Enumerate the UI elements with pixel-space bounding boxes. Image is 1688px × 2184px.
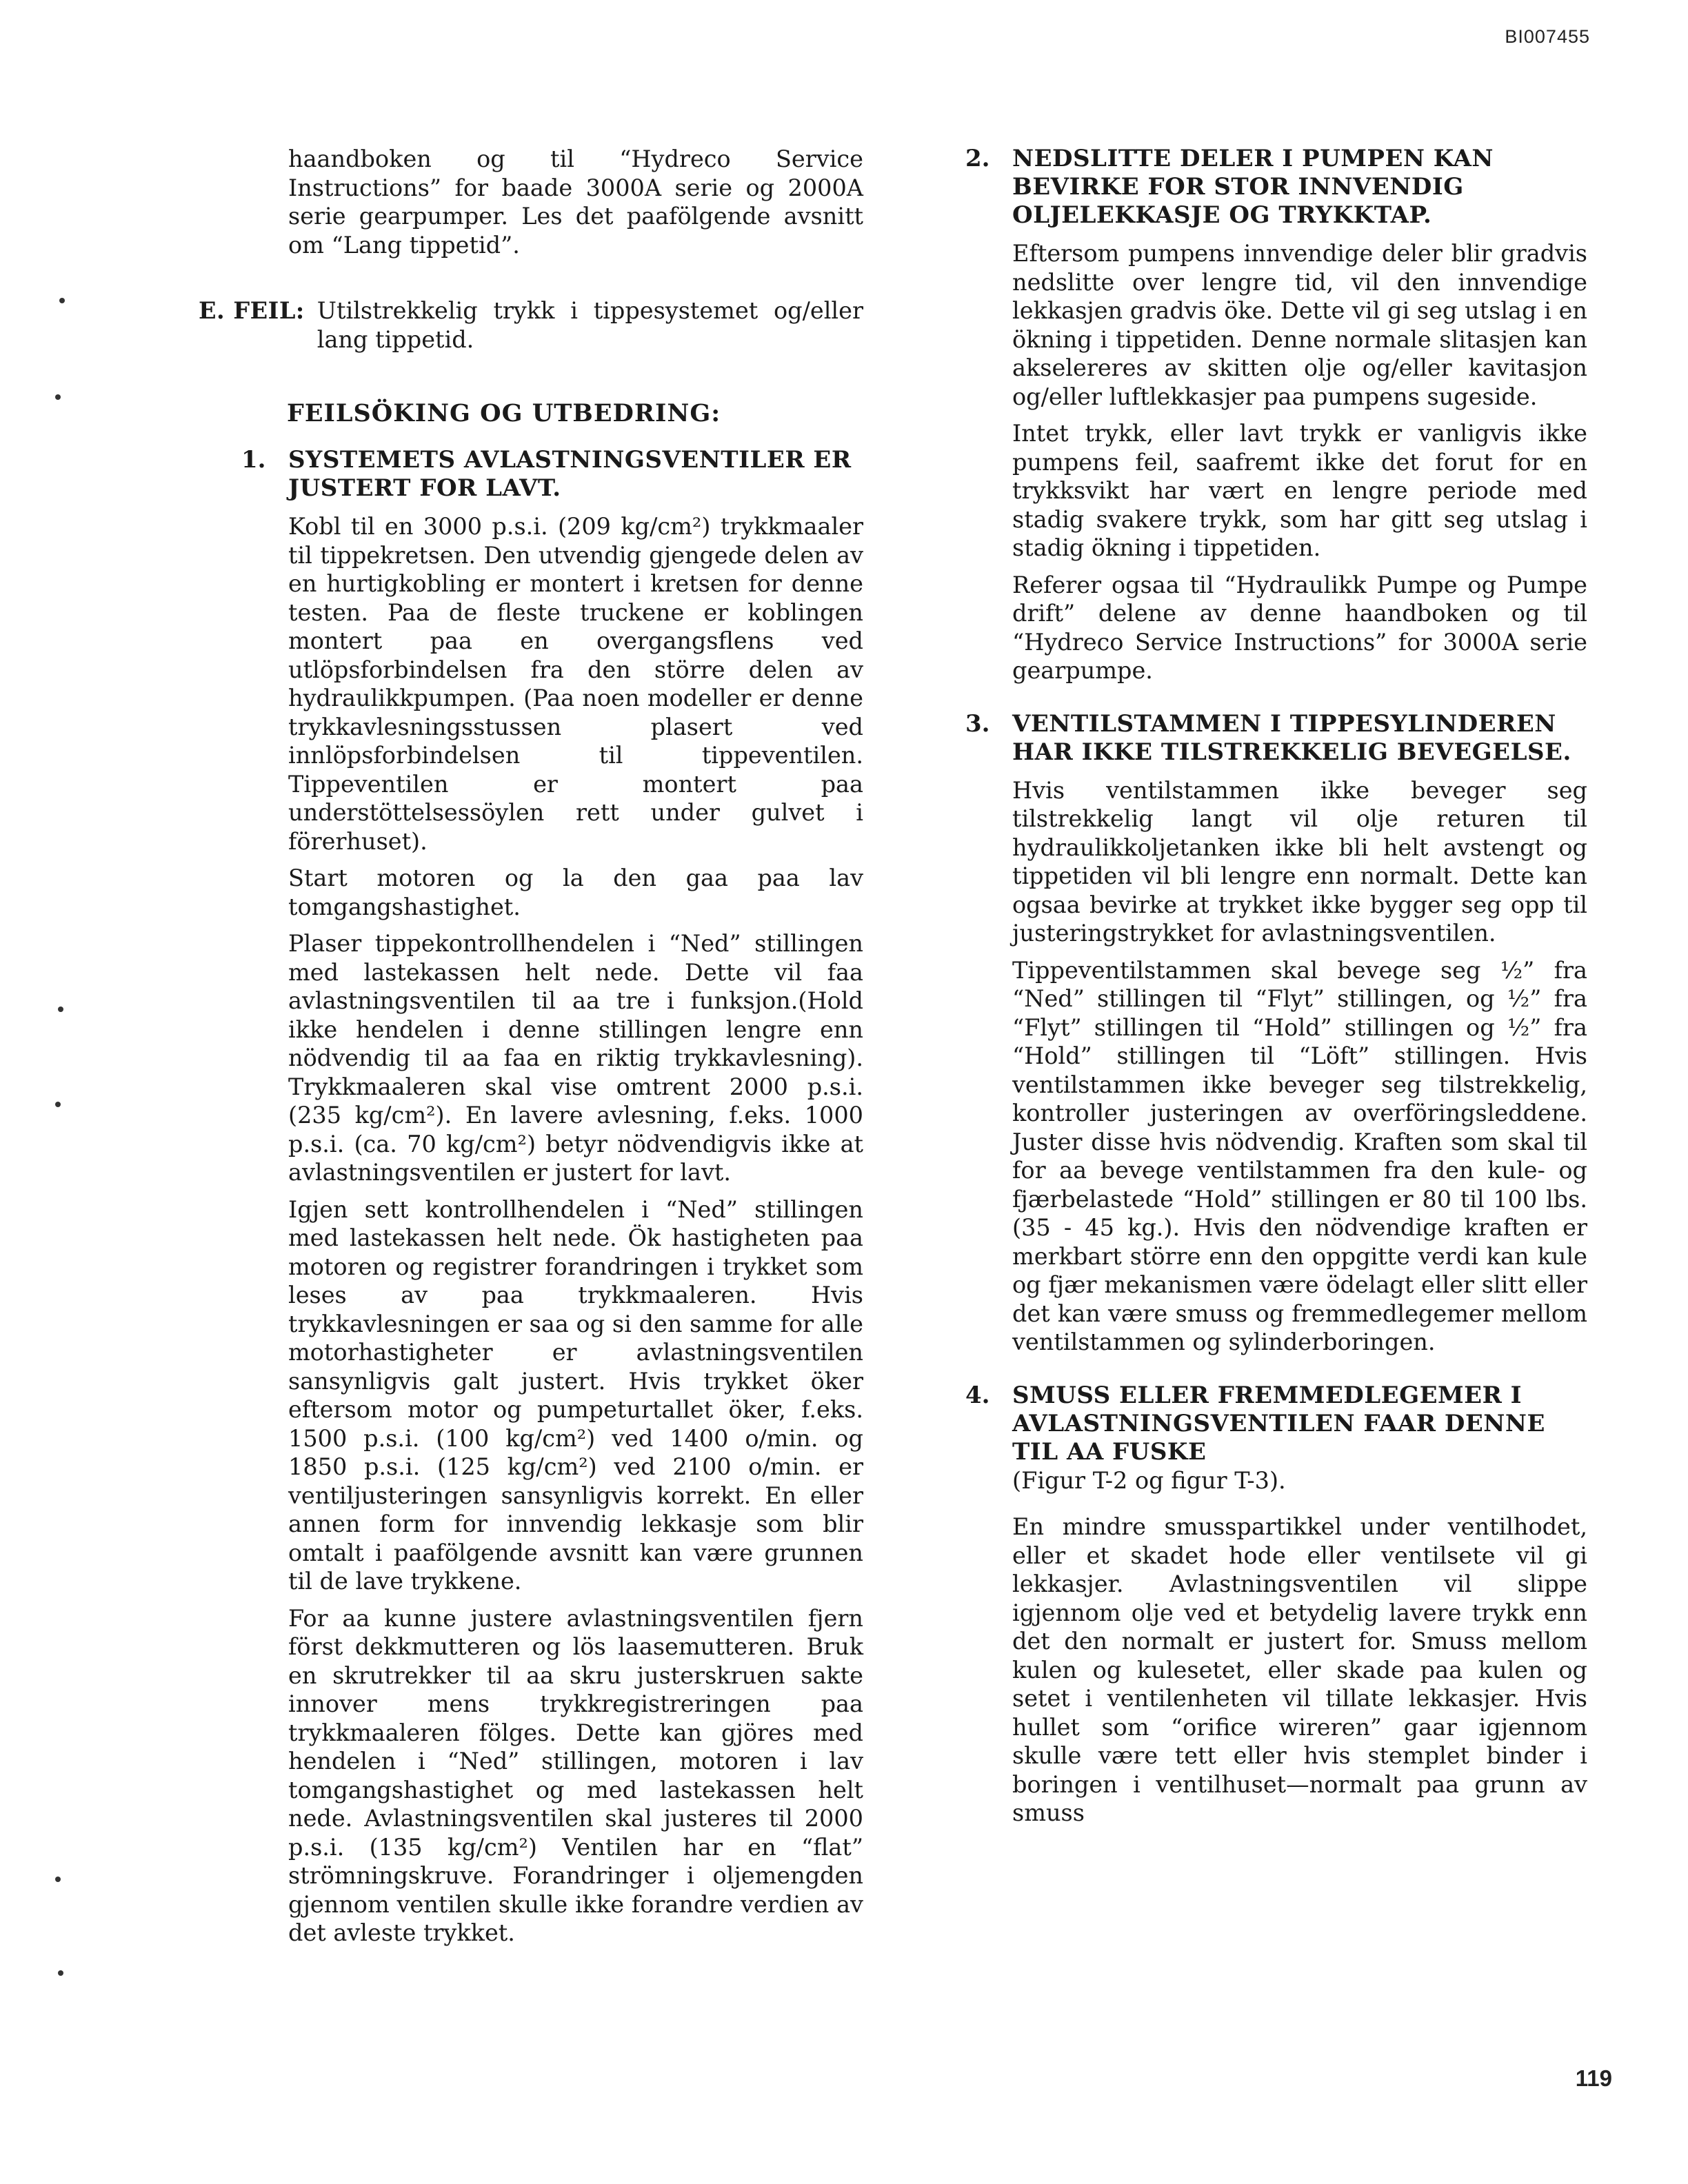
troubleshooting-title: FEILSÖKING OG UTBEDRING: (287, 399, 721, 427)
item-1-heading (241, 446, 863, 503)
paragraph: En mindre smusspartikkel under ventilhodet, eller et skadet hode eller ventilsete vil gi lekkasjer. Avlastningsventilen vil slippe igjennom olje ved et betydelig lavere trykk enn det den normalt er justert for. Smuss mellom kulen og kulesetet, eller skade paa kulen og setet i ventilenheten vil tillate lekkasjer. Hvis hullet som “orifice wireren” gaar igjennom skulle være tett eller hvis stemplet binder i boringen i ventilhuset—normalt paa grunn av smuss (1012, 1513, 1587, 1826)
paragraph: Hvis ventilstammen ikke beveger seg tilstrekkelig langt vil olje returen til hydraulikkoljetanken ikke bli helt avstengt og tippetiden vil bli lengre enn normalt. Dette kan ogsaa bevirke at trykket ikke bygger seg opp til justeringstrykket for avlastningsventilen. (1012, 776, 1587, 947)
paragraph: Tippeventilstammen skal bevege seg ½” fra “Ned” stillingen til “Flyt” stillingen, og ½” fra “Flyt” stillingen til “Hold” stillingen og ½” fra “Hold” stillingen til “Löft” stillingen. Hvis ventilstammen ikke beveger seg tilstrekkelig, kontroller justeringen av overföringsleddene. Juster disse hvis nödvendig. Kraften som skal til for aa bevege ventilstammen fra den kule- og fjærbelastede “Hold” stillingen er 80 til 100 lbs. (35 - 45 kg.). Hvis den nödvendige kraften er merkbart större enn den oppgitte verdi kan kule og fjær mekanismen være ödelagt eller slitt eller det kan være smuss og fremmedlegemer mellom ventilstammen og sylinderboringen. (1012, 956, 1587, 1355)
intro-paragraph: haandboken og til “Hydreco Service Instructions” for baade 3000A serie og 2000A serie gearpumper. Les det paafölgende avsnitt om “Lang tippetid”. (288, 145, 863, 259)
margin-speck (58, 1970, 63, 1976)
document-id: BI007455 (1505, 26, 1590, 47)
paragraph: For aa kunne justere avlastningsventilen fjern först dekkmutteren og lös laasemutteren. Bruk en skrutrekker til aa skru justerskruen sakte innover mens trykkregistreringen paa trykkmaaleren fölges. Dette kan gjöres med hendelen i “Ned” stillingen, motoren i lav tomgangshastighet og med lastekassen helt nede. Avlastningsventilen skal justeres til 2000 p.s.i. (135 kg/cm²) Ventilen har en “flat” strömningskruve. Forandringer i oljemengden gjennom ventilen skulle ikke forandre verdien av det avleste trykket. (288, 1604, 863, 1946)
item-1-body (288, 512, 863, 1948)
item-2-heading (965, 145, 1587, 230)
item-2-body (1012, 239, 1587, 685)
item-3-title: VENTILSTAMMEN I TIPPESYLINDEREN HAR IKKE TILSTREKKELIG BEVEGELSE. (1012, 709, 1571, 766)
section-e (199, 296, 863, 354)
paragraph: Referer ogsaa til “Hydraulikk Pumpe og Pumpe drift” delene av denne haandboken og til “Hydreco Service Instructions” for 3000A serie gearpumpe. (1012, 571, 1587, 684)
section-e-text: Utilstrekkelig trykk i tippesystemet og/eller lang tippetid. (316, 297, 863, 353)
left-column (199, 145, 863, 1956)
item-3-number: 3. (965, 709, 990, 738)
item-2-title: NEDSLITTE DELER I PUMPEN KAN BEVIRKE FOR STOR INNVENDIG OLJELEKKASJE OG TRYKKTAP. (1012, 145, 1494, 229)
paragraph: Kobl til en 3000 p.s.i. (209 kg/cm²) trykkmaaler til tippekretsen. Den utvendig gjengede delen av en hurtigkobling er montert i kretsen for denne testen. Paa de fleste truckene er koblingen montert paa en overgangsflens ved utlöpsforbindelsen fra den större delen av hydraulikkpumpen. (Paa noen modeller er denne trykkavlesningsstussen plasert ved innlöpsforbindelsen til tippeventilen. Tippeventilen er montert paa understöttelsessöylen rett under gulvet i förerhuset). (288, 513, 863, 855)
margin-speck (59, 298, 65, 303)
paragraph: Igjen sett kontrollhendelen i “Ned” stillingen med lastekassen helt nede. Ök hastigheten paa motoren og registrer forandringen i trykket som leses av paa trykkmaaleren. Hvis trykkavlesningen er saa og si den samme for alle motorhastigheter er avlastningsventilen sansynligvis galt justert. Hvis trykket öker eftersom motor og pumpeturtallet öker, f.eks. 1500 p.s.i. (100 kg/cm²) ved 1400 o/min. og 1850 p.s.i. (125 kg/cm²) ved 2100 o/min. er ventiljusteringen sansynligvis korrekt. En eller annen form for innvendig lekkasje som blir omtalt i paafölgende avsnitt kan være grunnen til de lave trykkene. (288, 1195, 863, 1595)
item-1-number: 1. (241, 446, 266, 474)
margin-speck (55, 394, 61, 400)
item-4-number: 4. (965, 1381, 990, 1409)
section-e-label: E. FEIL: (199, 297, 305, 324)
right-column (965, 145, 1587, 1836)
item-4-heading (965, 1382, 1587, 1466)
figure-reference: (Figur T-2 og figur T-3). (1012, 1466, 1286, 1494)
item-4-title: SMUSS ELLER FREMMEDLEGEMER I AVLASTNINGSVENTILEN FAAR DENNE TIL AA FUSKE (1012, 1381, 1545, 1466)
paragraph: Intet trykk, eller lavt trykk er vanligvis ikke pumpens feil, saafremt ikke det forut for en trykksvikt har vært en lengre periode med stadig svakere trykk, som har gitt seg utslag i stadig ökning i tippetiden. (1012, 420, 1587, 561)
paragraph: Start motoren og la den gaa paa lav tomgangshastighet. (288, 865, 863, 920)
item-3-heading (965, 710, 1587, 767)
item-1-title: SYSTEMETS AVLASTNINGSVENTILER ER JUSTERT FOR LAVT. (288, 446, 852, 502)
paragraph: Plaser tippekontrollhendelen i “Ned” stillingen med lastekassen helt nede. Dette vil faa avlastningsventilen til aa tre i funksjon.(Hold ikke hendelen i denne stillingen lengre enn nödvendig til aa faa en riktig trykkavlesning). Trykkmaaleren skal vise omtrent 2000 p.s.i. (235 kg/cm²). En lavere avlesning, f.eks. 1000 p.s.i. (ca. 70 kg/cm²) betyr nödvendigvis ikke at avlastningsventilen er justert for lavt. (288, 930, 863, 1186)
item-3-body (1012, 776, 1587, 1357)
margin-speck (58, 1007, 63, 1012)
margin-speck (55, 1102, 61, 1107)
margin-speck (55, 1877, 61, 1882)
item-2-number: 2. (965, 145, 990, 172)
paragraph: Eftersom pumpens innvendige deler blir gradvis nedslitte over lengre tid, vil den innvendige lekkasjen gradvis öke. Dette vil gi seg utslag i en ökning i tippetiden. Denne normale slitasjen kan akselereres av skitten olje og/eller kavitasjon og/eller luftlekkasjer paa pumpens sugeside. (1012, 240, 1587, 410)
item-4-body (1012, 1466, 1587, 1828)
page-number: 119 (1575, 2065, 1612, 2091)
